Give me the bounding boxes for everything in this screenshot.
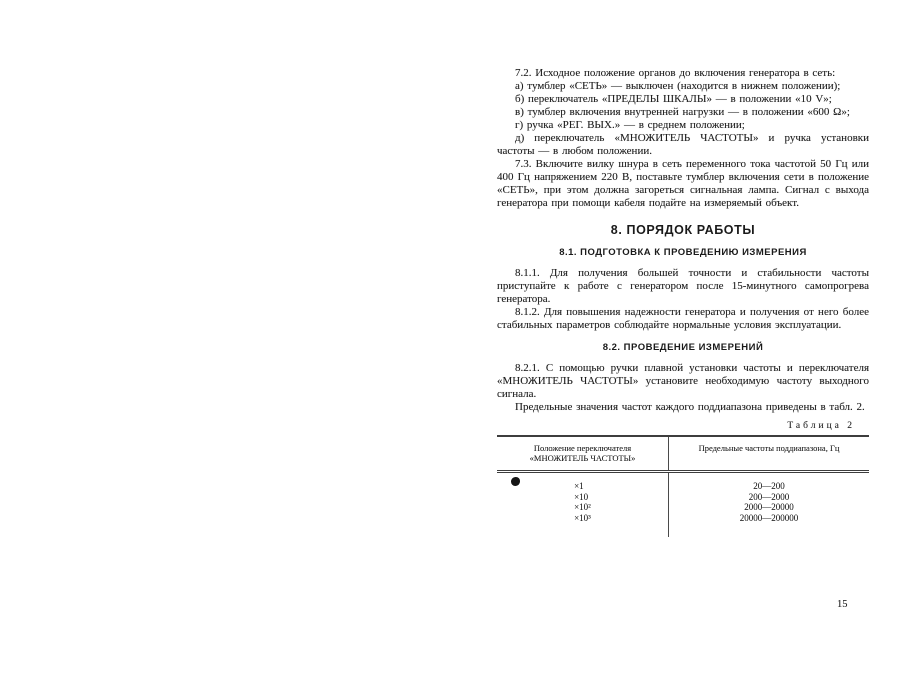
table-cell-range: 200—2000 — [748, 491, 790, 502]
table-cell-multiplier: ×10 — [574, 491, 589, 502]
multiplier-values-group — [574, 481, 591, 523]
paragraph-7-3: 7.3. Включите вилку шнура в сеть переменного тока частотой 50 Гц или 400 Гц напряжением 220 В, поставьте тумблер включения сети в положение «СЕТЬ», при этом должна загореться сигнальная лампа. Сигнал с выхода генератора при помощи кабеля подайте на измеряемый объект. — [497, 158, 869, 209]
table-cell-multiplier: ×1 — [574, 481, 584, 491]
list-item-d: д) переключатель «МНОЖИТЕЛЬ ЧАСТОТЫ» и ручка установки частоты — в любом положении. — [497, 132, 869, 157]
list-item-a: а) тумблер «СЕТЬ» — выключен (находится в нижнем положении); — [515, 80, 841, 92]
table-header-range: Предельные частоты поддиапазона, Гц — [698, 443, 840, 453]
table-cell-range: 2000—20000 — [744, 502, 794, 512]
table-cell-range: 20—200 — [753, 481, 785, 491]
paragraph-7-2: 7.2. Исходное положение органов до включения генератора в сеть: — [515, 67, 836, 79]
range-column — [669, 473, 869, 537]
list-item-v: в) тумблер включения внутренней нагрузки — в положении «600 Ω»; — [515, 106, 850, 118]
table-header-row — [497, 437, 869, 473]
table-cell-multiplier: ×10³ — [574, 512, 591, 523]
section-8-title: 8. ПОРЯДОК РАБОТЫ — [610, 223, 756, 237]
list-item-g: г) ручка «РЕГ. ВЫХ.» — в среднем положении; — [515, 119, 745, 131]
paragraph-table-intro: Предельные значения частот каждого поддиапазона приведены в табл. 2. — [515, 401, 865, 413]
section-8-1-title: 8.1. ПОДГОТОВКА К ПРОВЕДЕНИЮ ИЗМЕРЕНИЯ — [559, 247, 807, 258]
paragraph-8-1-2: 8.1.2. Для повышения надежности генератора и получения от него более стабильных параметров соблюдайте нормальные условия эксплуатации. — [497, 306, 869, 331]
section-8-2-title: 8.2. ПРОВЕДЕНИЕ ИЗМЕРЕНИЙ — [602, 342, 764, 353]
paragraph-8-2-1: 8.2.1. С помощью ручки плавной установки частоты и переключателя «МНОЖИТЕЛЬ ЧАСТОТЫ» установите необходимую частоту выходного сигнала. — [497, 362, 869, 400]
table-cell-multiplier: ×10² — [574, 502, 591, 512]
ink-blot-artifact — [511, 477, 520, 486]
multiplier-column — [497, 473, 669, 537]
table-cell-range: 20000—200000 — [739, 512, 799, 523]
table-caption: Таблица 2 — [787, 421, 855, 431]
page-number: 15 — [837, 599, 848, 610]
table-header-multiplier: Положение переключателя «МНОЖИТЕЛЬ ЧАСТОТЫ» — [497, 437, 669, 470]
text-column — [497, 67, 869, 537]
list-item-b: б) переключатель «ПРЕДЕЛЫ ШКАЛЫ» — в положении «10 V»; — [515, 93, 832, 105]
frequency-limits-table — [497, 435, 869, 537]
table-body — [497, 473, 869, 537]
paragraph-8-1-1: 8.1.1. Для получения большей точности и стабильности частоты приступайте к работе с генератором после 15-минутного самопрогрева генератора. — [497, 267, 869, 305]
